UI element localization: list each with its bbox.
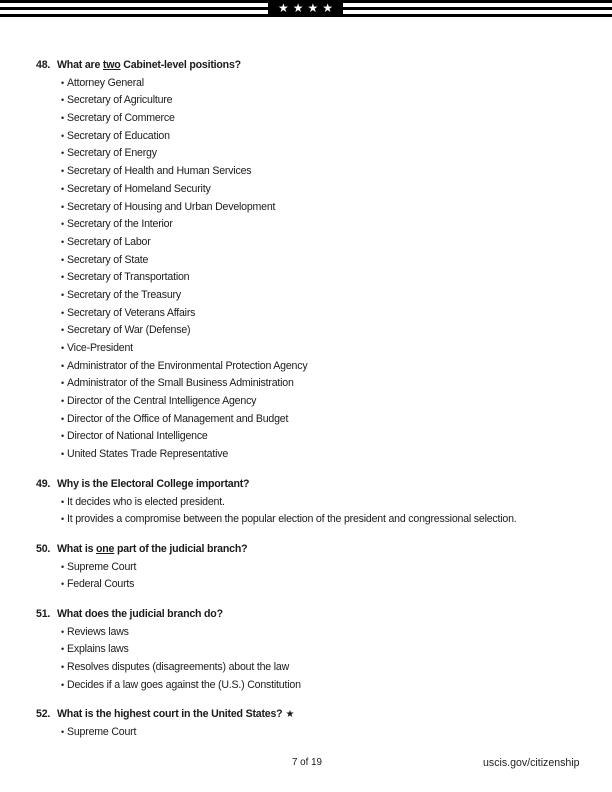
answer-text: Secretary of War (Defense) — [67, 324, 191, 337]
question-49 — [36, 476, 596, 529]
answer-text: Federal Courts — [67, 578, 135, 591]
question-text-part: What is — [57, 542, 97, 555]
answer-item — [61, 340, 596, 358]
star-icon: ★ — [292, 1, 304, 15]
question-text — [57, 606, 223, 624]
question-text-part: Cabinet-level positions? — [120, 59, 241, 71]
answer-item — [61, 322, 596, 340]
answer-item — [61, 181, 596, 199]
question-heading — [36, 57, 596, 75]
bullet-icon: • — [61, 307, 64, 318]
answer-item — [61, 75, 596, 93]
answer-item — [61, 411, 596, 429]
answer-text: Decides if a law goes against the (U.S.) Constitution — [67, 678, 301, 691]
answer-text: Reviews laws — [67, 625, 129, 638]
answer-text: Secretary of Labor — [67, 235, 151, 248]
question-number: 51. — [36, 607, 51, 620]
answer-text: Secretary of Veterans Affairs — [67, 306, 196, 319]
bullet-icon: • — [61, 626, 64, 637]
question-number: 52. — [36, 708, 51, 721]
header-stripes-left — [0, 0, 268, 17]
answer-text: Secretary of Agriculture — [67, 94, 173, 107]
answer-text: Supreme Court — [67, 560, 137, 573]
question-number: 50. — [36, 542, 51, 555]
bullet-icon: • — [61, 77, 64, 88]
answer-text: Resolves disputes (disagreements) about the law — [67, 661, 290, 673]
answer-item — [61, 511, 596, 529]
star-icon: ★ — [285, 709, 295, 721]
bullet-icon: • — [61, 360, 64, 371]
stripe — [343, 14, 612, 17]
answer-text: Secretary of Transportation — [67, 271, 190, 284]
answer-item — [61, 145, 596, 163]
answer-text: Director of National Intelligence — [67, 430, 208, 443]
bullet-icon: • — [61, 496, 64, 507]
answer-text: Administrator of the Small Business Administration — [67, 377, 294, 390]
answer-item — [61, 641, 596, 659]
question-text — [57, 541, 247, 559]
bullet-icon: • — [61, 413, 64, 424]
page-number: 7 of 19 — [292, 757, 322, 768]
bullet-icon: • — [61, 396, 64, 407]
bullet-icon: • — [61, 679, 64, 690]
bullet-icon: • — [61, 95, 64, 106]
stripe — [343, 7, 612, 10]
answer-text: Explains laws — [67, 643, 129, 656]
answer-item — [61, 428, 596, 446]
question-heading — [36, 706, 596, 724]
answer-item — [61, 110, 596, 128]
questions-list — [36, 57, 596, 754]
question-text-part: Why is the Electoral College important? — [57, 477, 250, 490]
bullet-icon: • — [61, 449, 64, 460]
question-heading — [36, 606, 596, 624]
header-stripes-right — [343, 0, 612, 17]
answer-text: Secretary of State — [67, 253, 149, 266]
answer-item — [61, 494, 596, 512]
answer-item — [61, 199, 596, 217]
question-text — [57, 57, 241, 75]
bullet-icon: • — [61, 166, 64, 177]
answer-item — [61, 305, 596, 323]
bullet-icon: • — [61, 236, 64, 247]
answer-item — [61, 446, 596, 464]
answer-text: Secretary of Energy — [67, 147, 157, 160]
answer-item — [61, 659, 596, 677]
answer-text: United States Trade Representative — [67, 448, 229, 461]
question-text-part: What does the judicial branch do? — [57, 607, 223, 620]
star-icon: ★ — [307, 1, 319, 15]
bullet-icon: • — [61, 289, 64, 300]
answer-text: Secretary of the Interior — [67, 218, 173, 231]
bullet-icon: • — [61, 727, 64, 738]
bullet-icon: • — [61, 662, 64, 672]
answer-list — [36, 724, 596, 742]
answer-item — [61, 216, 596, 234]
bullet-icon: • — [61, 183, 64, 194]
answer-item — [61, 624, 596, 642]
question-number: 49. — [36, 477, 51, 490]
question-text — [57, 476, 249, 494]
answer-item — [61, 375, 596, 393]
answer-text: Supreme Court — [67, 726, 137, 739]
answer-list — [36, 624, 596, 695]
answer-item — [61, 559, 596, 577]
bullet-icon: • — [61, 325, 64, 336]
answer-item — [61, 163, 596, 181]
answer-item — [61, 393, 596, 411]
bullet-icon: • — [61, 343, 64, 353]
answer-item — [61, 128, 596, 146]
question-text-part: What is the highest court in the United States? — [57, 708, 283, 721]
answer-text: Secretary of Health and Human Services — [67, 165, 252, 178]
answer-text: Attorney General — [67, 76, 144, 89]
answer-item — [61, 677, 596, 695]
bullet-icon: • — [61, 254, 64, 265]
stripe — [0, 14, 268, 17]
question-48 — [36, 57, 596, 464]
answer-list — [36, 494, 596, 529]
bullet-icon: • — [61, 561, 64, 572]
answer-item — [61, 287, 596, 305]
bullet-icon: • — [61, 113, 64, 124]
question-heading — [36, 476, 596, 494]
bullet-icon: • — [61, 201, 64, 212]
bullet-icon: • — [61, 378, 64, 389]
bullet-icon: • — [61, 514, 64, 525]
bullet-icon: • — [61, 644, 64, 655]
question-51 — [36, 606, 596, 694]
answer-item — [61, 269, 596, 287]
answer-item — [61, 724, 596, 742]
answer-list — [36, 75, 596, 464]
answer-text: Secretary of Housing and Urban Development — [67, 200, 276, 213]
answer-text: Secretary of Homeland Security — [67, 182, 211, 195]
answer-item — [61, 234, 596, 252]
question-50 — [36, 541, 596, 594]
stripe — [0, 7, 268, 10]
question-text-part: part of the judicial branch? — [114, 542, 248, 555]
bullet-icon: • — [61, 272, 64, 283]
answer-text: Secretary of the Treasury — [67, 288, 181, 301]
answer-text: Director of the Central Intelligence Agency — [67, 395, 257, 408]
answer-list — [36, 559, 596, 594]
answer-text: It decides who is elected president. — [67, 495, 225, 508]
bullet-icon: • — [61, 148, 64, 159]
footer-url[interactable]: uscis.gov/citizenship — [483, 757, 580, 769]
answer-text: Administrator of the Environmental Protection Agency — [67, 359, 308, 372]
question-52 — [36, 706, 596, 741]
answer-text: Vice-President — [67, 342, 133, 354]
answer-item — [61, 92, 596, 110]
answer-item — [61, 358, 596, 376]
star-icon: ★ — [322, 1, 334, 15]
question-text-part: What are — [57, 59, 103, 71]
answer-text: Director of the Office of Management and Budget — [67, 412, 289, 425]
answer-text: It provides a compromise between the popular election of the president and congressional selection. — [67, 513, 517, 526]
question-emphasis: two — [102, 59, 121, 71]
star-icon: ★ — [277, 1, 289, 15]
question-text — [57, 706, 282, 724]
bullet-icon: • — [61, 130, 64, 141]
bullet-icon: • — [61, 579, 64, 590]
stripe — [343, 0, 612, 3]
answer-text: Secretary of Commerce — [67, 112, 175, 125]
header-stars — [268, 0, 343, 17]
answer-item — [61, 252, 596, 270]
question-number: 48. — [36, 59, 51, 71]
bullet-icon: • — [61, 219, 64, 230]
header-banner — [0, 0, 612, 18]
answer-item — [61, 576, 596, 594]
question-emphasis: one — [96, 542, 115, 555]
bullet-icon: • — [61, 431, 64, 442]
stripe — [0, 0, 268, 3]
answer-text: Secretary of Education — [67, 129, 170, 142]
question-heading — [36, 541, 596, 559]
